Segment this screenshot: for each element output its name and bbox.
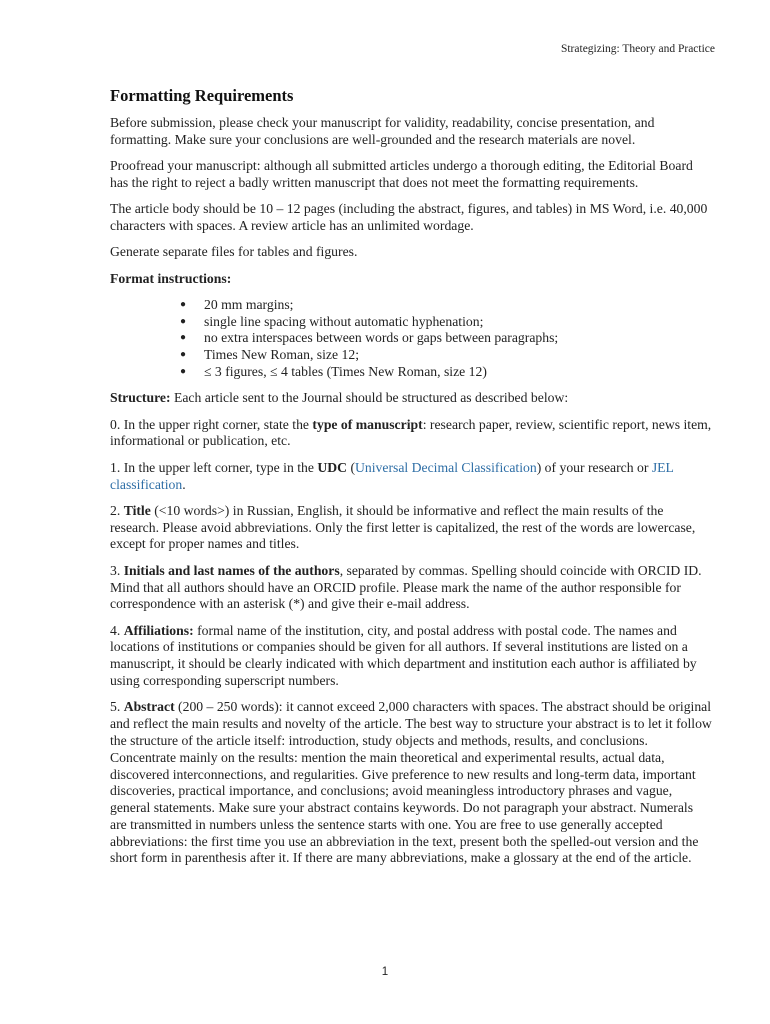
- list-item-text: Times New Roman, size 12;: [204, 347, 359, 363]
- item-authors: [110, 563, 713, 613]
- bullet-icon: ●: [180, 366, 187, 378]
- list-item-text: ≤ 3 figures, ≤ 4 tables (Times New Roman, size 12): [204, 364, 487, 380]
- item-text: 5.: [110, 699, 124, 715]
- item-bold-term: Affiliations:: [123, 622, 194, 638]
- section-heading: Formatting Requirements: [110, 86, 294, 105]
- item-text: formal name of the institution, city, and postal address with postal code. The names and locations of institutions or companies should be given for all authors. If several institutions are listed on a manuscript, it should be clearly indicated with which department and institution each author is affiliated by using corresponding superscript numbers.: [110, 622, 697, 689]
- item-title: [110, 503, 713, 553]
- item-bold-term: type of manuscript: [312, 416, 423, 432]
- item-manuscript-type: [110, 417, 713, 451]
- udc-link[interactable]: Universal Decimal Classification: [355, 459, 537, 475]
- list-item: [180, 314, 713, 331]
- running-header: Strategizing: Theory and Practice: [560, 43, 715, 55]
- format-label: Format instructions:: [110, 270, 232, 286]
- list-item: [180, 330, 713, 347]
- list-item: [180, 347, 713, 364]
- intro-paragraph-proofread: Proofread your manuscript: although all submitted articles undergo a thorough editing, the Editorial Board has the right to reject a badly written manuscript that does not meet the formatting requirements.: [110, 158, 693, 190]
- item-text: 0. In the upper right corner, state the: [110, 416, 313, 432]
- bullet-icon: ●: [180, 332, 187, 344]
- jel-classification-link[interactable]: JEL classification: [110, 459, 674, 492]
- item-text: 2.: [110, 502, 124, 518]
- item-affiliations: [110, 623, 713, 690]
- format-instructions-list: [110, 297, 713, 381]
- item-text: : research paper, review, scientific report, news item, informational or publication, etc.: [110, 416, 712, 449]
- list-item-text: 20 mm margins;: [204, 296, 294, 312]
- item-text: 4.: [110, 622, 124, 638]
- item-bold-term: Title: [123, 502, 151, 518]
- bullet-icon: ●: [180, 298, 187, 310]
- item-text: 3.: [110, 562, 124, 578]
- page-number: 1: [381, 966, 389, 978]
- list-item-text: no extra interspaces between words or gaps between paragraphs;: [204, 330, 559, 346]
- list-item-text: single line spacing without automatic hyphenation;: [204, 313, 484, 329]
- item-bold-term: Abstract: [123, 699, 175, 715]
- structure-paragraph: [110, 390, 713, 407]
- item-text: (200 – 250 words): it cannot exceed 2,000 characters with spaces. The abstract should be original and reflect the main results and novelty of the article. The best way to structure your abstract is to let it follow the structure of the article itself: introduction, study objects and methods, results, and conclusions. Concentrate mainly on the results: mention the main theoretical and experimental results, actual data, discovered interconnections, and regularities. Give preference to new results and long-term data, important discoveries, practical importance, and conclusions; avoid meaningless introductory phrases and vague, general statements. Make sure your abstract contains keywords. Do not paragraph your abstract. Numerals are transmitted in numbers unless the sentence starts with one. You are free to use generally accepted abbreviations: the first time you use an abbreviation in the text, present both the spelled-out version and the short form in parenthesis after it. If there are many abbreviations, make a glossary at the end of the article.: [110, 699, 712, 866]
- item-text: 1. In the upper left corner, type in the: [110, 459, 318, 475]
- format-instructions-heading: [110, 271, 713, 288]
- item-text: (<10 words>) in Russian, English, it should be informative and reflect the main results of the research. Please avoid abbreviations. Only the first letter is capitalized, the rest of the words are lowercase, except for proper names and titles.: [110, 502, 696, 552]
- bullet-icon: ●: [180, 315, 187, 327]
- structure-text: Each article sent to the Journal should be structured as described below:: [170, 390, 569, 406]
- item-text: (: [347, 459, 355, 475]
- item-abstract: [110, 699, 713, 867]
- bullet-icon: ●: [180, 349, 187, 361]
- intro-paragraph-length: The article body should be 10 – 12 pages (including the abstract, figures, and tables) in MS Word, i.e. 40,000 characters with spaces. A review article has an unlimited wordage.: [110, 201, 708, 233]
- intro-paragraph-files: Generate separate files for tables and figures.: [110, 244, 358, 260]
- structure-label: Structure:: [110, 390, 171, 406]
- list-item: [180, 364, 713, 381]
- item-text: ) of your research or: [536, 459, 652, 475]
- item-text: , separated by commas. Spelling should coincide with ORCID ID. Mind that all authors should have an ORCID profile. Please mark the name of the author responsible for correspondence with an asterisk (*) and give their e-mail address.: [110, 562, 702, 612]
- item-bold-term: UDC: [317, 459, 348, 475]
- item-udc: [110, 460, 713, 494]
- intro-paragraph-validity: Before submission, please check your manuscript for validity, readability, concise presentation, and formatting. Make sure your conclusions are well-grounded and the research materials are novel.: [110, 115, 655, 147]
- item-bold-term: Initials and last names of the authors: [123, 562, 340, 578]
- list-item: [180, 297, 713, 314]
- item-text: .: [182, 476, 186, 492]
- page-content: [110, 86, 713, 877]
